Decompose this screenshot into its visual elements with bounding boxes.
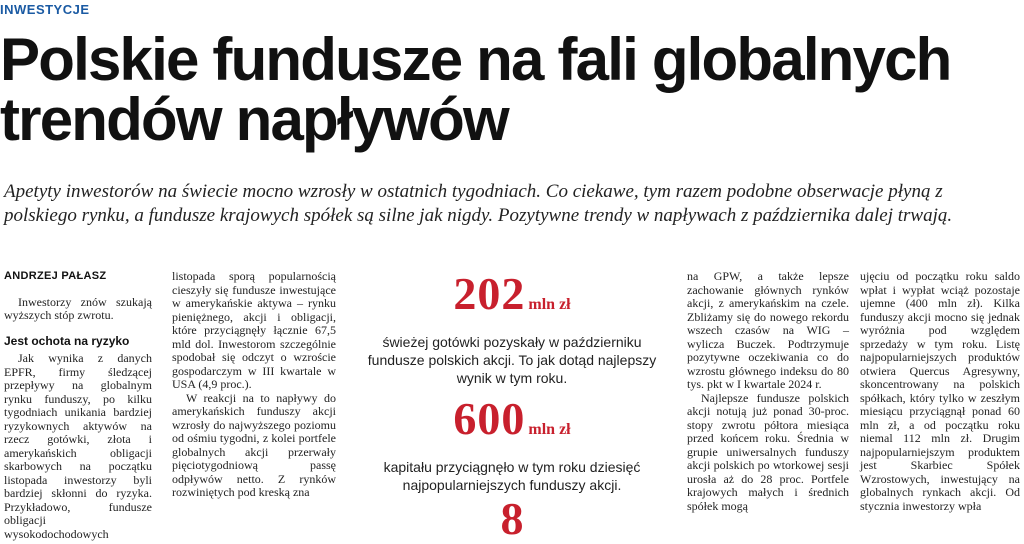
stat-figure-3: 8 — [500, 493, 524, 544]
text-column-2 — [172, 270, 336, 498]
paragraph: Inwestorzy znów szukają wyższych stóp zwrotu. — [4, 294, 152, 322]
stat-unit: mln zł — [528, 296, 571, 313]
paragraph: ujęciu od początku roku saldo wpłat i wypłat wciąż pozostaje ujemne (400 mln zł). Kilka funduszy akcji mocno się jednak wyróżnia pod względem sprzedaży w tym roku. Listę najpopularniejszych produktów otwiera Quercus Agresywny, skoncentrowany na polskich spółkach, który tylko w zeszłym miesiącu przyciągnął ponad 60 mln zł, a od początku roku niemal 112 mln zł. Drugim najpopularniejszym produktem jest Skarbiec Spółek Wzrostowych, inwestujący na globalnych rynkach akcji. Od stycznia inwestorzy wpła — [860, 269, 1020, 513]
article-headline: Polskie fundusze na fali globalnych trendów napływów — [0, 26, 951, 153]
article-lead: Apetyty inwestorów na świecie mocno wzrosły w ostatnich tygodniach. Co ciekawe, tym razem podobne obserwacje płyną z polskiego rynku, a fundusze krajowych spółek są silne jak nigdy. Pozytywne trendy w napływach z października dalej trwają. — [4, 181, 953, 226]
paragraph: Jak wynika z danych EPFR, firmy śledzącej przepływy na globalnym rynku funduszy, po kilku tygodniach unikania bardziej ryzykownych aktywów na rzecz gotówki, złota i amerykańskich obligacji skarbowych na początku listopada inwestorzy byli bardziej skłonni do ryzyka. Przykładowo, fundusze obligacji wysokodochodowych — [4, 351, 152, 541]
stat-caption-1: świeżej gotówki pozyskały w październiku fundusze polskich akcji. To jak dotąd najlepszy wynik w tym roku. — [367, 334, 657, 386]
stats-box — [355, 268, 669, 544]
paragraph: na GPW, a także lepsze zachowanie głównych rynków akcji, z amerykańskim na czele. Zbliżamy się do nowego rekordu wszech czasów na WIG – wylicza Buczek. Podtrzymuje pozytywne oczekiwania co do wzrostu głównego indeksu do 80 tys. pkt w I kwartale 2024 r. — [687, 269, 849, 391]
text-column-4 — [687, 269, 849, 513]
stat-caption-2: kapitału przyciągnęło w tym roku dziesięć najpopularniejszych funduszy akcji. — [383, 459, 641, 493]
section-label: INWESTYCJE — [0, 2, 90, 17]
author-byline: ANDRZEJ PAŁASZ — [4, 270, 107, 282]
subheading: Jest ochota na ryzyko — [4, 333, 130, 348]
paragraph: W reakcji na to napływy do amerykańskich funduszy akcji wzrosły do najwyższego poziomu od ośmiu tygodni, z kolei portfele globalnych akcji przerwały pięciotygodniową passę odpływów netto. Z rynków rozwiniętych pod kreską zna — [172, 390, 336, 499]
stat-figure-2 — [355, 393, 669, 452]
paragraph: listopada sporą popularnością cieszyły się fundusze inwestujące w amerykańskie aktywa – rynku pieniężnego, akcji i obligacji, które przyciągnęły łącznie 67,5 mld dol. Inwestorom szczególnie spodobał się odczyt o wzroście gospodarczym w III kwartale w USA (4,9 proc.). — [172, 269, 336, 391]
stat-value: 600 — [453, 393, 526, 444]
stat-unit: mln zł — [528, 421, 571, 438]
text-column-1 — [4, 270, 152, 541]
paragraph: Najlepsze fundusze polskich akcji notują już ponad 30-proc. stopy zwrotu półtora miesiąca przed końcem roku. Średnia w grupie uniwersalnych funduszy akcji polskich po wtorkowej sesji urosła aż do 28 proc. Portfele krajowych małych i średnich spółek mogą — [687, 390, 849, 513]
stat-value: 202 — [453, 268, 526, 319]
stat-figure-1 — [355, 268, 669, 327]
text-column-5 — [860, 269, 1020, 513]
